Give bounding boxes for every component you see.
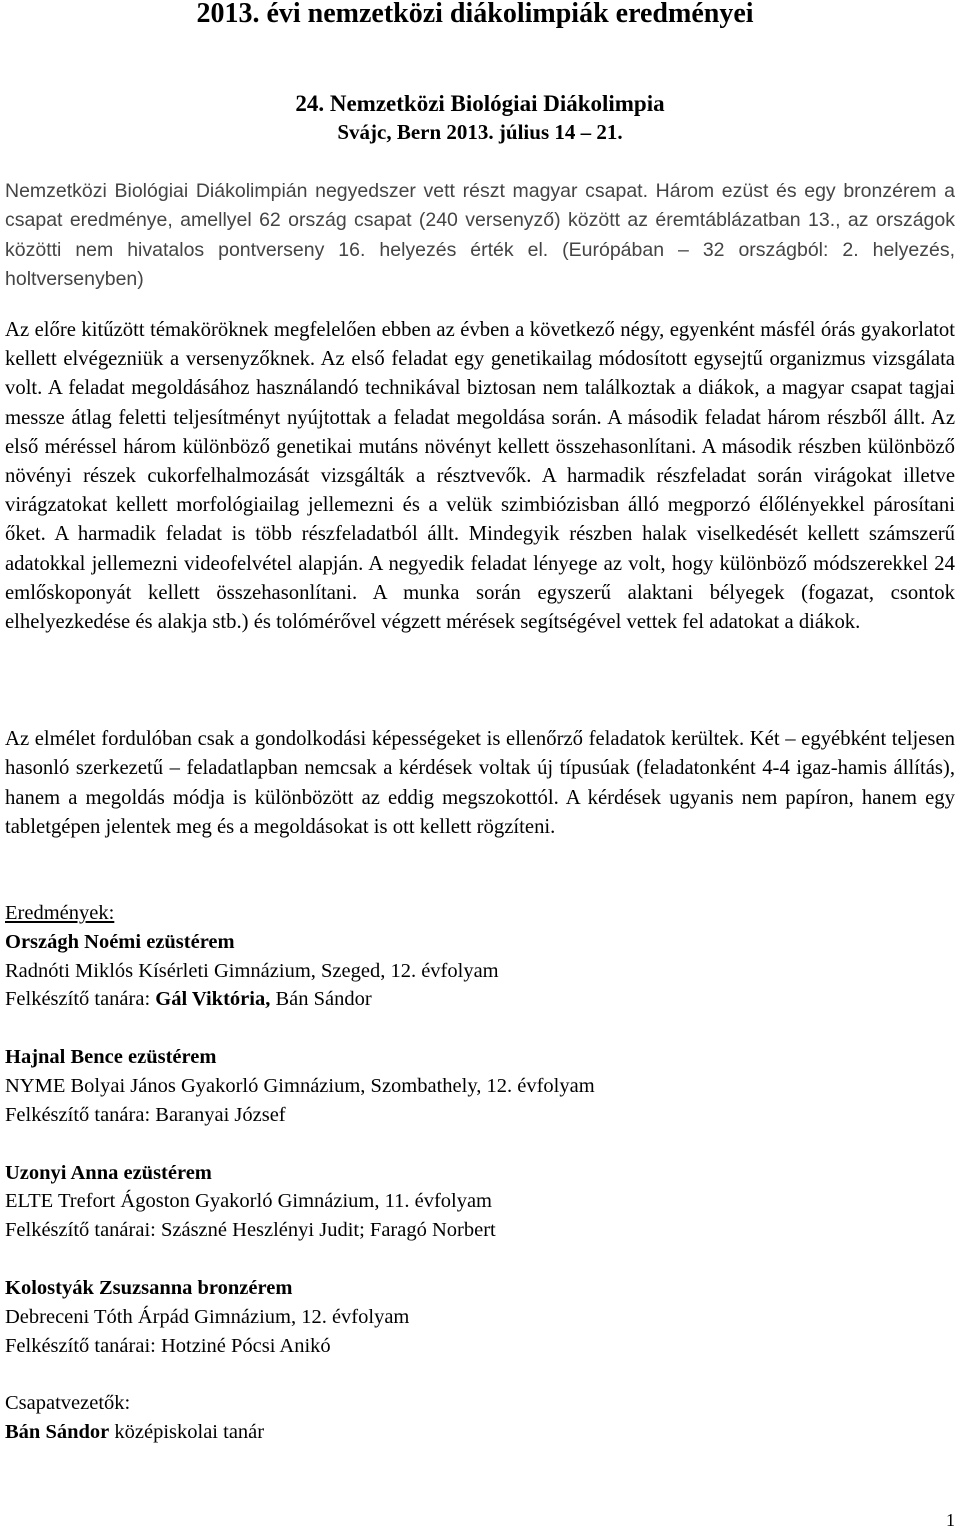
- leader-name: Bán Sándor: [5, 1421, 110, 1444]
- medalist-teacher: [5, 985, 955, 1014]
- practical-paragraph: Az előre kitűzött témaköröknek megfelelően ebben az évben a következő négy, egyenként másfél órás gyakorlatot kellett elvégezniük a versenyzőknek. Az első feladat egy genetikailag módosított egysejtű organizmus vizsgálata volt. A feladat megoldásához használandó technikával biztosan nem találkoztak a diákok, a magyar csapat tagjai messze átlag feletti teljesítményt nyújtottak a feladat megoldása során. A második feladat három részből állt. Az első méréssel három különböző genetikai mutáns növényt kellett összehasonlítani. A második részben különböző növényi részek cukorfelhalmozását vizsgálták a résztvevők. A harmadik részfeladat során virágokat illetve virágzatokat kellett morfológiailag jellemezni és a velük szimbiózisban álló megporzó élőlényekkel párosítani őket. A harmadik feladat is több részfeladatból állt. Mindegyik részben halak viselkedését kellett számszerű adatokkal jellemezni videofelvétel alapján. A negyedik feladat lényege az volt, hogy különböző módszerekkel 24 emlőskoponyát kellett összehasonlítani. A munka során egyszerű alaktani bélyegek (fogazat, csontok elhelyezkedése és alakja stb.) és tolómérővel végzett mérések segítségével vettek fel adatokat a diákok.: [5, 319, 955, 634]
- intro-paragraph: Nemzetközi Biológiai Diákolimpián negyedszer vett részt magyar csapat. Három ezüst és egy bronzérem a csapat eredménye, amellyel 62 ország csapat (240 versenyző) között az éremtáblázatban 13., az országok közötti nem hivatalos pontverseny 16. helyezés érték el. (Európában – 32 országból: 2. helyezés, holtversenyben): [5, 180, 955, 290]
- teacher-rest: Bán Sándor: [270, 988, 372, 1011]
- olympiad-title: 24. Nemzetközi Biológiai Diákolimpia: [295, 91, 665, 116]
- teacher-label: Felkészítő tanára:: [5, 988, 156, 1011]
- teacher-rest: Hotziné Pócsi Anikó: [160, 1334, 331, 1357]
- medalist-school: Radnóti Miklós Kísérleti Gimnázium, Szeged, 12. évfolyam: [5, 959, 499, 982]
- olympiad-location-date: Svájc, Bern 2013. július 14 – 21.: [337, 120, 623, 144]
- medalist-name: Kolostyák Zsuzsanna bronzérem: [5, 1276, 293, 1299]
- result-entry: [5, 928, 955, 1014]
- medalist-school: ELTE Trefort Ágoston Gyakorló Gimnázium, 11. évfolyam: [5, 1190, 493, 1213]
- result-entry: [5, 1043, 955, 1129]
- results-section: [5, 899, 955, 1447]
- leader-role: középiskolai tanár: [109, 1421, 265, 1444]
- result-entry: [5, 1274, 955, 1360]
- teacher-rest: Baranyai József: [155, 1103, 286, 1126]
- teacher-bold: Gál Viktória,: [155, 988, 271, 1011]
- leader-line: [5, 1418, 955, 1447]
- medalist-teacher: [5, 1216, 955, 1245]
- teacher-label: Felkészítő tanára:: [5, 1103, 156, 1126]
- teacher-label: Felkészítő tanárai:: [5, 1334, 161, 1357]
- medalist-teacher: [5, 1332, 955, 1361]
- leaders-label: Csapatvezetők:: [5, 1392, 131, 1415]
- teacher-label: Felkészítő tanárai:: [5, 1219, 161, 1242]
- result-entry: [5, 1159, 955, 1245]
- medalist-school: NYME Bolyai János Gyakorló Gimnázium, Szombathely, 12. évfolyam: [5, 1074, 595, 1097]
- medalist-name: Uzonyi Anna ezüstérem: [5, 1161, 212, 1184]
- medalist-name: Hajnal Bence ezüstérem: [5, 1046, 217, 1069]
- results-label: Eredmények:: [5, 902, 115, 924]
- page-number: 1: [946, 1510, 955, 1530]
- teacher-rest: Szászné Heszlényi Judit; Faragó Norbert: [160, 1219, 496, 1242]
- theory-paragraph: Az elmélet fordulóban csak a gondolkodási képességeket is ellenőrző feladatok kerültek. Két – egyébként teljesen hasonló szerkezetű – feladatlapban nemcsak a kérdések voltak új típusúak (feladatonként 4-4 igaz-hamis állítás), hanem a megoldás módja is különbözött az eddig megszokottól. A kérdések ugyanis nem papíron, hanem egy tabletgépen jelentek meg és a megoldásokat is ott kellett rögzíteni.: [5, 728, 955, 839]
- medalist-name: Országh Noémi ezüstérem: [5, 930, 235, 953]
- page-title: 2013. évi nemzetközi diákolimpiák eredményei: [196, 0, 754, 29]
- medalist-school: Debreceni Tóth Árpád Gimnázium, 12. évfolyam: [5, 1305, 410, 1328]
- medalist-teacher: [5, 1101, 955, 1130]
